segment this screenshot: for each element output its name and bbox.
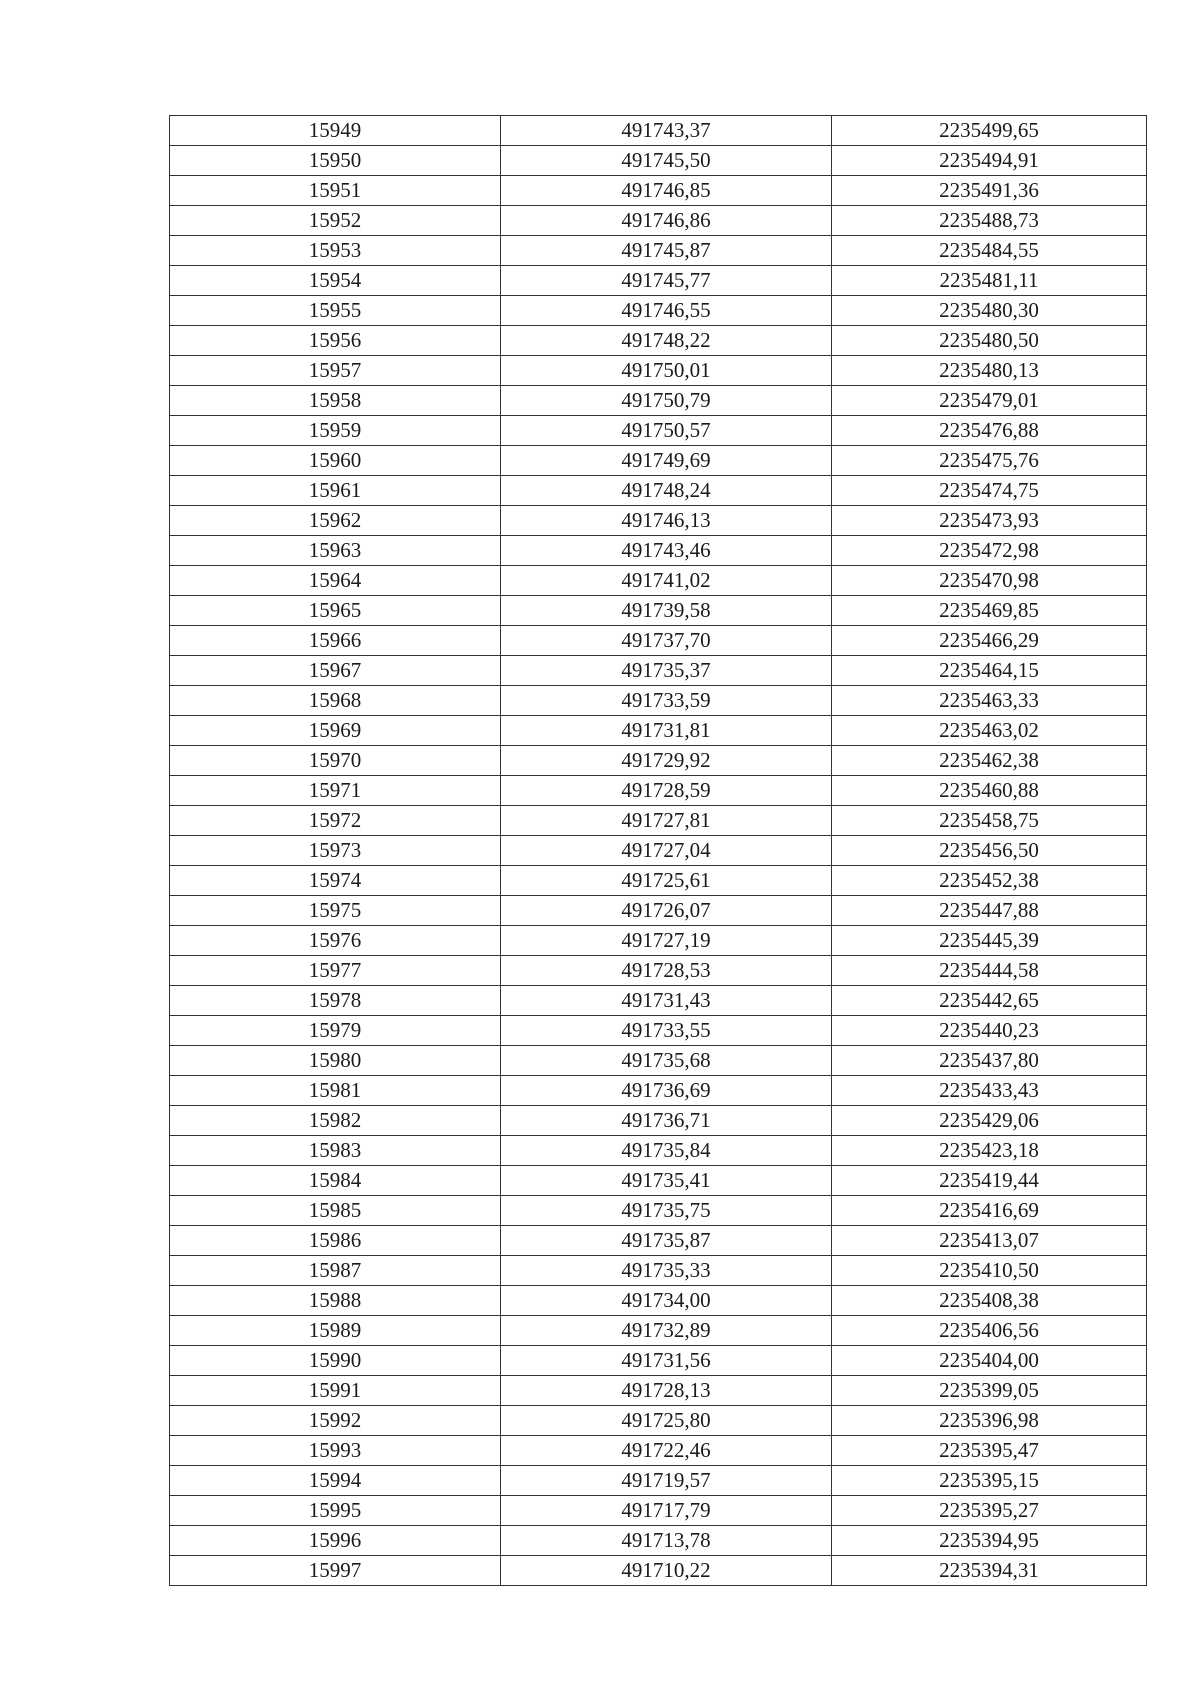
- point-number-cell: 15953: [170, 236, 501, 266]
- point-number-cell: 15974: [170, 866, 501, 896]
- table-row: [170, 476, 1147, 506]
- table-row: [170, 266, 1147, 296]
- y-coordinate-cell: 2235494,91: [832, 146, 1147, 176]
- point-number-cell: 15997: [170, 1556, 501, 1586]
- point-number-cell: 15955: [170, 296, 501, 326]
- point-number-cell: 15985: [170, 1196, 501, 1226]
- y-coordinate-cell: 2235456,50: [832, 836, 1147, 866]
- y-coordinate-cell: 2235406,56: [832, 1316, 1147, 1346]
- point-number-cell: 15949: [170, 116, 501, 146]
- point-number-cell: 15971: [170, 776, 501, 806]
- y-coordinate-cell: 2235395,47: [832, 1436, 1147, 1466]
- x-coordinate-cell: 491748,24: [501, 476, 832, 506]
- x-coordinate-cell: 491736,69: [501, 1076, 832, 1106]
- y-coordinate-cell: 2235452,38: [832, 866, 1147, 896]
- table-row: [170, 446, 1147, 476]
- x-coordinate-cell: 491746,55: [501, 296, 832, 326]
- point-number-cell: 15984: [170, 1166, 501, 1196]
- x-coordinate-cell: 491727,19: [501, 926, 832, 956]
- y-coordinate-cell: 2235416,69: [832, 1196, 1147, 1226]
- point-number-cell: 15964: [170, 566, 501, 596]
- y-coordinate-cell: 2235476,88: [832, 416, 1147, 446]
- point-number-cell: 15972: [170, 806, 501, 836]
- table-row: [170, 596, 1147, 626]
- table-row: [170, 1076, 1147, 1106]
- y-coordinate-cell: 2235463,02: [832, 716, 1147, 746]
- table-row: [170, 1556, 1147, 1586]
- table-row: [170, 176, 1147, 206]
- y-coordinate-cell: 2235466,29: [832, 626, 1147, 656]
- y-coordinate-cell: 2235395,27: [832, 1496, 1147, 1526]
- x-coordinate-cell: 491725,80: [501, 1406, 832, 1436]
- point-number-cell: 15986: [170, 1226, 501, 1256]
- table-row: [170, 896, 1147, 926]
- table-row: [170, 626, 1147, 656]
- point-number-cell: 15970: [170, 746, 501, 776]
- x-coordinate-cell: 491750,01: [501, 356, 832, 386]
- point-number-cell: 15951: [170, 176, 501, 206]
- y-coordinate-cell: 2235394,31: [832, 1556, 1147, 1586]
- point-number-cell: 15959: [170, 416, 501, 446]
- x-coordinate-cell: 491710,22: [501, 1556, 832, 1586]
- point-number-cell: 15978: [170, 986, 501, 1016]
- point-number-cell: 15982: [170, 1106, 501, 1136]
- table-row: [170, 656, 1147, 686]
- x-coordinate-cell: 491735,75: [501, 1196, 832, 1226]
- x-coordinate-cell: 491713,78: [501, 1526, 832, 1556]
- x-coordinate-cell: 491722,46: [501, 1436, 832, 1466]
- y-coordinate-cell: 2235394,95: [832, 1526, 1147, 1556]
- table-row: [170, 866, 1147, 896]
- point-number-cell: 15994: [170, 1466, 501, 1496]
- y-coordinate-cell: 2235413,07: [832, 1226, 1147, 1256]
- table-row: [170, 1436, 1147, 1466]
- y-coordinate-cell: 2235419,44: [832, 1166, 1147, 1196]
- y-coordinate-cell: 2235475,76: [832, 446, 1147, 476]
- table-row: [170, 1526, 1147, 1556]
- x-coordinate-cell: 491750,79: [501, 386, 832, 416]
- coordinates-table: [169, 115, 1147, 1586]
- x-coordinate-cell: 491741,02: [501, 566, 832, 596]
- x-coordinate-cell: 491719,57: [501, 1466, 832, 1496]
- y-coordinate-cell: 2235433,43: [832, 1076, 1147, 1106]
- y-coordinate-cell: 2235463,33: [832, 686, 1147, 716]
- table-row: [170, 716, 1147, 746]
- point-number-cell: 15990: [170, 1346, 501, 1376]
- table-row: [170, 1016, 1147, 1046]
- x-coordinate-cell: 491731,56: [501, 1346, 832, 1376]
- table-row: [170, 956, 1147, 986]
- point-number-cell: 15965: [170, 596, 501, 626]
- y-coordinate-cell: 2235429,06: [832, 1106, 1147, 1136]
- table-row: [170, 536, 1147, 566]
- point-number-cell: 15983: [170, 1136, 501, 1166]
- x-coordinate-cell: 491728,53: [501, 956, 832, 986]
- point-number-cell: 15992: [170, 1406, 501, 1436]
- x-coordinate-cell: 491736,71: [501, 1106, 832, 1136]
- table-row: [170, 1466, 1147, 1496]
- x-coordinate-cell: 491728,13: [501, 1376, 832, 1406]
- point-number-cell: 15961: [170, 476, 501, 506]
- point-number-cell: 15991: [170, 1376, 501, 1406]
- table-row: [170, 1046, 1147, 1076]
- y-coordinate-cell: 2235408,38: [832, 1286, 1147, 1316]
- x-coordinate-cell: 491727,81: [501, 806, 832, 836]
- y-coordinate-cell: 2235480,13: [832, 356, 1147, 386]
- x-coordinate-cell: 491735,41: [501, 1166, 832, 1196]
- table-row: [170, 206, 1147, 236]
- x-coordinate-cell: 491717,79: [501, 1496, 832, 1526]
- point-number-cell: 15973: [170, 836, 501, 866]
- x-coordinate-cell: 491745,77: [501, 266, 832, 296]
- y-coordinate-cell: 2235460,88: [832, 776, 1147, 806]
- table-row: [170, 356, 1147, 386]
- table-row: [170, 986, 1147, 1016]
- table-row: [170, 146, 1147, 176]
- table-row: [170, 836, 1147, 866]
- table-row: [170, 746, 1147, 776]
- y-coordinate-cell: 2235458,75: [832, 806, 1147, 836]
- x-coordinate-cell: 491746,86: [501, 206, 832, 236]
- table-row: [170, 1406, 1147, 1436]
- point-number-cell: 15977: [170, 956, 501, 986]
- table-row: [170, 236, 1147, 266]
- point-number-cell: 15980: [170, 1046, 501, 1076]
- y-coordinate-cell: 2235447,88: [832, 896, 1147, 926]
- x-coordinate-cell: 491726,07: [501, 896, 832, 926]
- table-row: [170, 686, 1147, 716]
- point-number-cell: 15960: [170, 446, 501, 476]
- table-row: [170, 566, 1147, 596]
- y-coordinate-cell: 2235396,98: [832, 1406, 1147, 1436]
- table-row: [170, 1166, 1147, 1196]
- point-number-cell: 15987: [170, 1256, 501, 1286]
- y-coordinate-cell: 2235423,18: [832, 1136, 1147, 1166]
- point-number-cell: 15988: [170, 1286, 501, 1316]
- x-coordinate-cell: 491746,13: [501, 506, 832, 536]
- x-coordinate-cell: 491732,89: [501, 1316, 832, 1346]
- table-row: [170, 1226, 1147, 1256]
- x-coordinate-cell: 491745,50: [501, 146, 832, 176]
- y-coordinate-cell: 2235488,73: [832, 206, 1147, 236]
- table-row: [170, 1376, 1147, 1406]
- y-coordinate-cell: 2235404,00: [832, 1346, 1147, 1376]
- x-coordinate-cell: 491731,81: [501, 716, 832, 746]
- x-coordinate-cell: 491745,87: [501, 236, 832, 266]
- table-row: [170, 1316, 1147, 1346]
- y-coordinate-cell: 2235464,15: [832, 656, 1147, 686]
- y-coordinate-cell: 2235437,80: [832, 1046, 1147, 1076]
- table-row: [170, 806, 1147, 836]
- y-coordinate-cell: 2235440,23: [832, 1016, 1147, 1046]
- table-row: [170, 506, 1147, 536]
- x-coordinate-cell: 491749,69: [501, 446, 832, 476]
- x-coordinate-cell: 491743,37: [501, 116, 832, 146]
- x-coordinate-cell: 491739,58: [501, 596, 832, 626]
- y-coordinate-cell: 2235442,65: [832, 986, 1147, 1016]
- point-number-cell: 15979: [170, 1016, 501, 1046]
- table-row: [170, 1346, 1147, 1376]
- x-coordinate-cell: 491746,85: [501, 176, 832, 206]
- x-coordinate-cell: 491735,33: [501, 1256, 832, 1286]
- x-coordinate-cell: 491743,46: [501, 536, 832, 566]
- x-coordinate-cell: 491748,22: [501, 326, 832, 356]
- coordinates-table-body: [170, 116, 1147, 1586]
- x-coordinate-cell: 491727,04: [501, 836, 832, 866]
- y-coordinate-cell: 2235473,93: [832, 506, 1147, 536]
- table-row: [170, 1106, 1147, 1136]
- point-number-cell: 15954: [170, 266, 501, 296]
- table-row: [170, 1196, 1147, 1226]
- x-coordinate-cell: 491735,87: [501, 1226, 832, 1256]
- x-coordinate-cell: 491731,43: [501, 986, 832, 1016]
- table-row: [170, 1496, 1147, 1526]
- point-number-cell: 15958: [170, 386, 501, 416]
- y-coordinate-cell: 2235499,65: [832, 116, 1147, 146]
- table-row: [170, 296, 1147, 326]
- x-coordinate-cell: 491735,68: [501, 1046, 832, 1076]
- y-coordinate-cell: 2235484,55: [832, 236, 1147, 266]
- x-coordinate-cell: 491737,70: [501, 626, 832, 656]
- point-number-cell: 15995: [170, 1496, 501, 1526]
- y-coordinate-cell: 2235444,58: [832, 956, 1147, 986]
- point-number-cell: 15957: [170, 356, 501, 386]
- x-coordinate-cell: 491734,00: [501, 1286, 832, 1316]
- point-number-cell: 15963: [170, 536, 501, 566]
- point-number-cell: 15969: [170, 716, 501, 746]
- point-number-cell: 15989: [170, 1316, 501, 1346]
- point-number-cell: 15962: [170, 506, 501, 536]
- y-coordinate-cell: 2235481,11: [832, 266, 1147, 296]
- y-coordinate-cell: 2235472,98: [832, 536, 1147, 566]
- point-number-cell: 15966: [170, 626, 501, 656]
- x-coordinate-cell: 491750,57: [501, 416, 832, 446]
- table-row: [170, 1136, 1147, 1166]
- table-row: [170, 1286, 1147, 1316]
- point-number-cell: 15976: [170, 926, 501, 956]
- x-coordinate-cell: 491725,61: [501, 866, 832, 896]
- table-row: [170, 1256, 1147, 1286]
- y-coordinate-cell: 2235469,85: [832, 596, 1147, 626]
- point-number-cell: 15968: [170, 686, 501, 716]
- table-row: [170, 116, 1147, 146]
- y-coordinate-cell: 2235395,15: [832, 1466, 1147, 1496]
- x-coordinate-cell: 491733,59: [501, 686, 832, 716]
- x-coordinate-cell: 491729,92: [501, 746, 832, 776]
- point-number-cell: 15952: [170, 206, 501, 236]
- point-number-cell: 15993: [170, 1436, 501, 1466]
- x-coordinate-cell: 491735,37: [501, 656, 832, 686]
- x-coordinate-cell: 491735,84: [501, 1136, 832, 1166]
- table-row: [170, 386, 1147, 416]
- table-row: [170, 926, 1147, 956]
- table-row: [170, 416, 1147, 446]
- table-row: [170, 776, 1147, 806]
- y-coordinate-cell: 2235410,50: [832, 1256, 1147, 1286]
- y-coordinate-cell: 2235479,01: [832, 386, 1147, 416]
- y-coordinate-cell: 2235480,50: [832, 326, 1147, 356]
- point-number-cell: 15996: [170, 1526, 501, 1556]
- point-number-cell: 15967: [170, 656, 501, 686]
- y-coordinate-cell: 2235491,36: [832, 176, 1147, 206]
- y-coordinate-cell: 2235474,75: [832, 476, 1147, 506]
- table-row: [170, 326, 1147, 356]
- point-number-cell: 15975: [170, 896, 501, 926]
- y-coordinate-cell: 2235445,39: [832, 926, 1147, 956]
- y-coordinate-cell: 2235480,30: [832, 296, 1147, 326]
- x-coordinate-cell: 491728,59: [501, 776, 832, 806]
- x-coordinate-cell: 491733,55: [501, 1016, 832, 1046]
- point-number-cell: 15950: [170, 146, 501, 176]
- point-number-cell: 15956: [170, 326, 501, 356]
- y-coordinate-cell: 2235470,98: [832, 566, 1147, 596]
- point-number-cell: 15981: [170, 1076, 501, 1106]
- y-coordinate-cell: 2235399,05: [832, 1376, 1147, 1406]
- y-coordinate-cell: 2235462,38: [832, 746, 1147, 776]
